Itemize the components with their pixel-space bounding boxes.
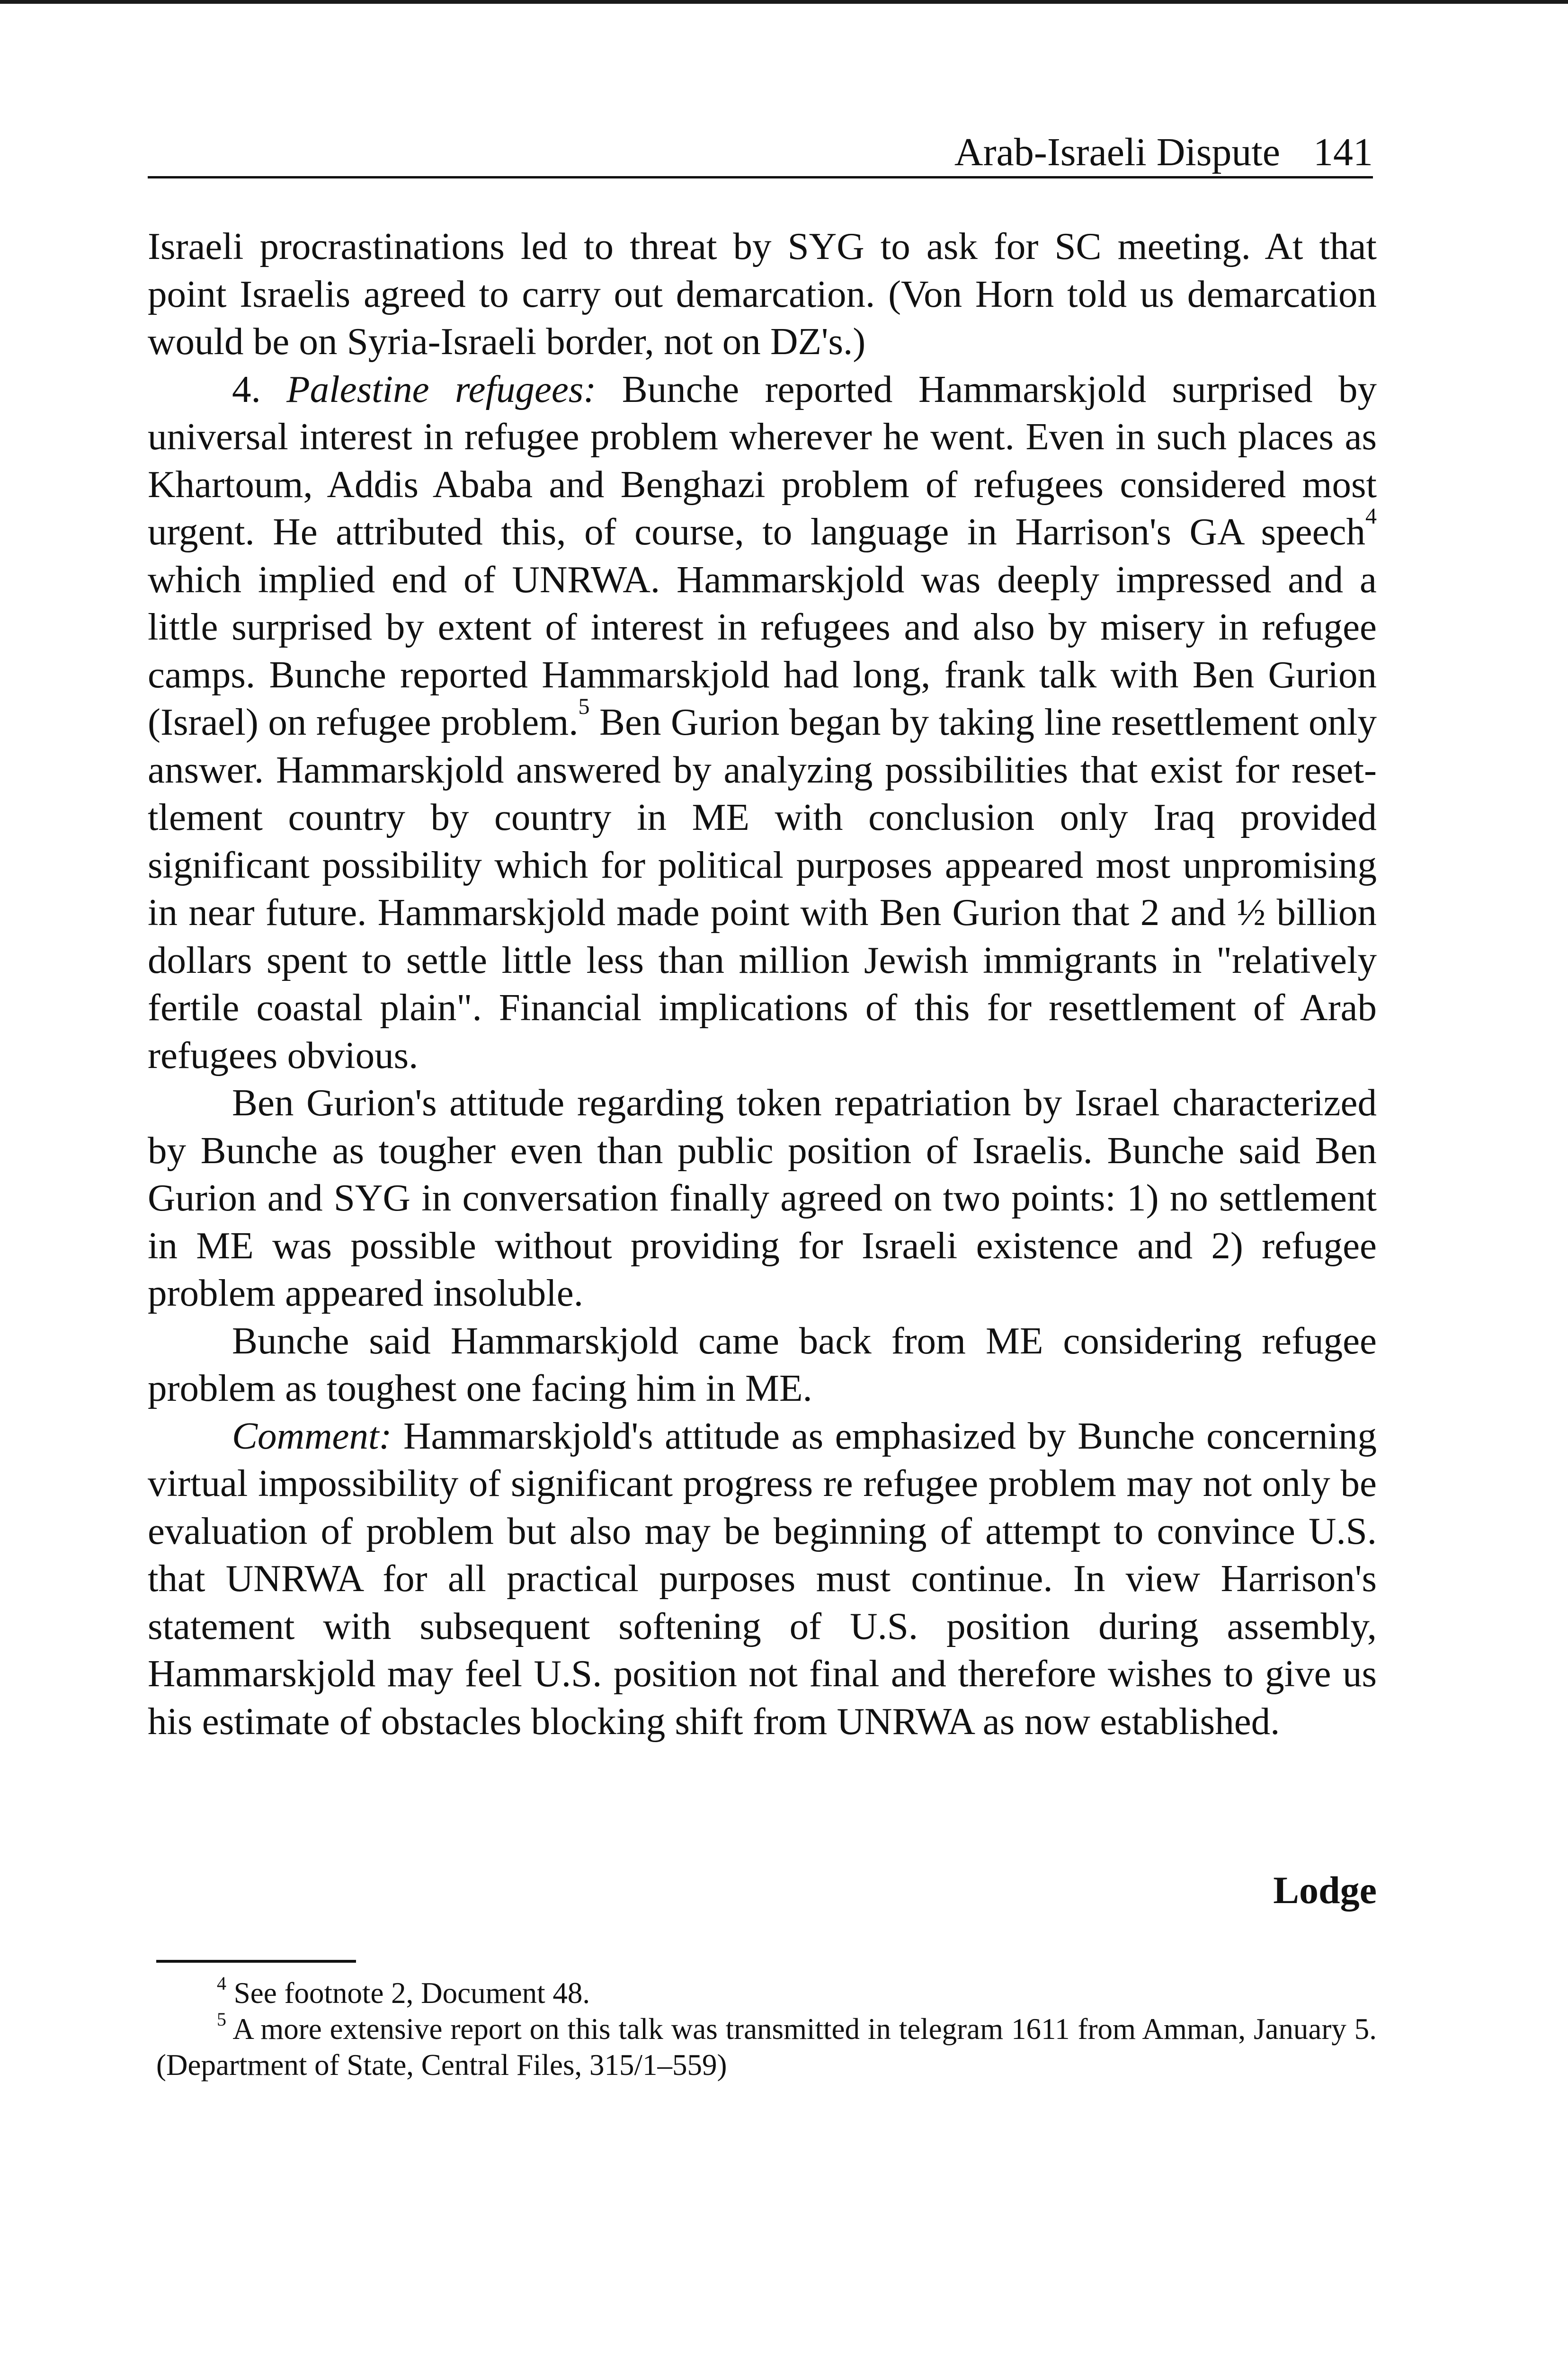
- paragraph-2-text-c: Ben Gurion began by taking line resettlement only answer. Hammarskjold answered by analyzing possibilities that exist for resettlement country by country in ME with conclusion only Iraq provided significant possibility which for political purposes appeared most unpromising in near future. Hammarskjold made point with Ben Gurion that 2 and ½ billion dollars spent to settle little less than million Jewish immigrants in "relatively fertile coastal plain". Financial implications of this for resettlement of Arab refugees obvious.: [148, 701, 1377, 1077]
- footnote-5: [156, 2011, 1377, 2083]
- page-top-edge: [0, 0, 1568, 4]
- section-heading-palestine-refugees: Palestine refugees:: [286, 367, 597, 410]
- paragraph-1: Israeli procrastinations led to threat by SYG to ask for SC meeting. At that point Israelis agreed to carry out demarcation. (Von Horn told us demarcation would be on Syria-Israeli border, not on DZ's.): [148, 225, 1377, 363]
- running-head-line: [954, 130, 1373, 174]
- footnote-4: [156, 1975, 1377, 2011]
- comment-heading: Comment:: [232, 1414, 392, 1457]
- footnote-divider: [156, 1960, 356, 1963]
- paragraph-comment: [148, 1412, 1377, 1745]
- paragraph-3: Ben Gurion's attitude regarding token repatriation by Israel characterized by Bunche as tougher even than public position of Israelis. Bunche said Ben Gurion and SYG in conversation finally agreed on two points: 1) no settlement in ME was possible without providing for Israeli existence and 2) refugee problem appeared insoluble.: [148, 1081, 1377, 1314]
- running-title: Arab-Israeli Dispute: [954, 130, 1280, 174]
- page-number: 141: [1313, 130, 1373, 174]
- paragraph-2-text-b: which implied end of UNRWA. Hammarskjold was deeply impressed and a little surprised by extent of interest in refugees and also by misery in refugee camps. Bunche reported Hammarskjold had long, frank talk with Ben Gurion (Israel) on refugee problem.: [148, 558, 1377, 743]
- footnote-marker-5: 5: [217, 2009, 226, 2030]
- paragraph-4: Bunche said Hammarskjold came back from ME considering refugee problem as toughest one facing him in ME.: [148, 1319, 1377, 1409]
- footnotes: [156, 1975, 1377, 2083]
- item-number: 4.: [232, 367, 287, 410]
- comment-text: Hammarskjold's attitude as emphasized by Bunche concerning virtual impossibility of significant progress re refugee problem may not only be evaluation of problem but also may be beginning of attempt to convince U.S. that UNRWA for all practical purposes must continue. In view Harrison's statement with subsequent softening of U.S. position during assembly, Hammarskjold may feel U.S. position not final and therefore wishes to give us his estimate of obstacles blocking shift from UNRWA as now established.: [148, 1414, 1377, 1743]
- paragraph-2-text-a: Bunche reported Hammarskjold surprised by universal interest in refugee problem wherever he went. Even in such places as Khartoum, Addis Ababa and Benghazi problem of refugees considered most urgent. He attributed this, of course, to language in Harrison's GA speech: [148, 367, 1377, 553]
- running-header: [148, 123, 1373, 178]
- footnote-ref-4: 4: [1365, 504, 1377, 529]
- footnote-4-text: See footnote 2, Document 48.: [226, 1976, 590, 2010]
- footnote-5-text: A more extensive report on this talk was transmitted in telegram 1611 from Amman, January 5. (Department of State, Central Files, 315/1–559): [156, 2012, 1377, 2082]
- footnote-marker-4: 4: [217, 1973, 226, 1994]
- footnote-ref-5: 5: [578, 694, 590, 719]
- paragraph-palestine-refugees: [148, 365, 1377, 1079]
- signature: Lodge: [1273, 1869, 1377, 1912]
- main-text: [148, 222, 1377, 1745]
